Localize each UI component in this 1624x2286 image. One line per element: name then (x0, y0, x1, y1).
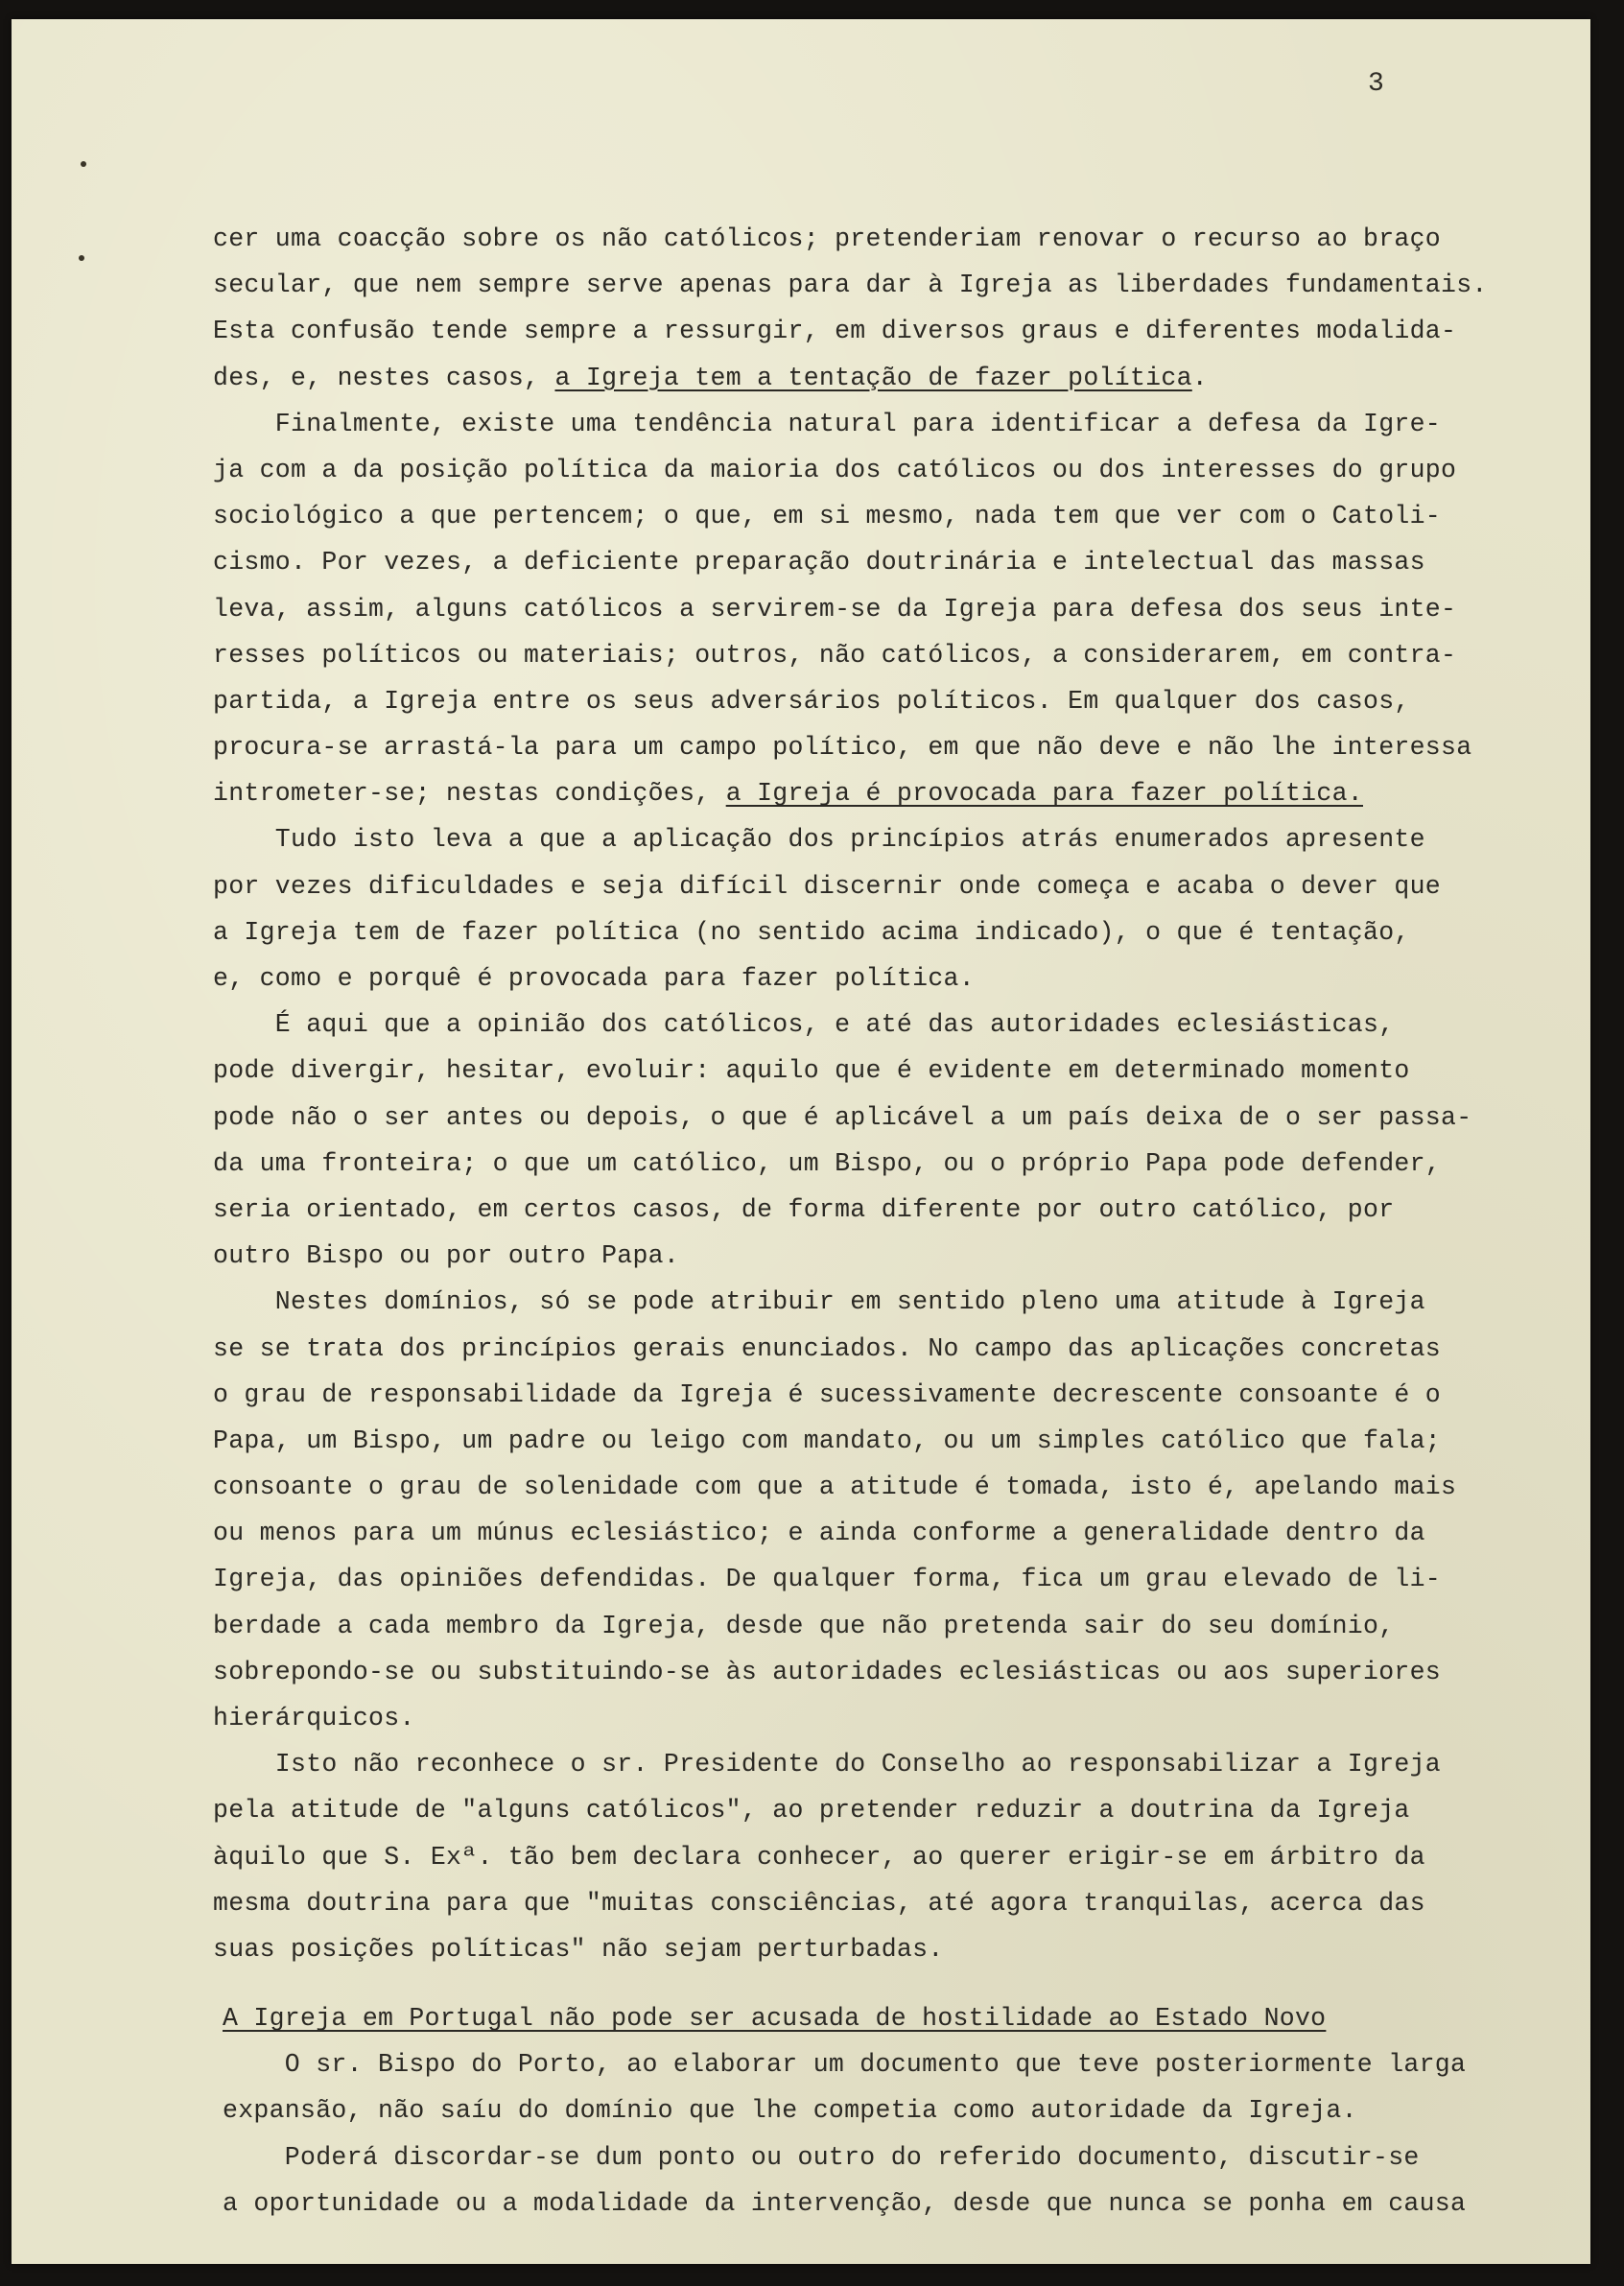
text-line: hierárquicos. (213, 1704, 415, 1732)
text-line: secular, que nem sempre serve apenas para dar à Igreja as liberdades fundamentais. (213, 271, 1488, 300)
text-line: cer uma coacção sobre os não católicos; pretenderiam renovar o recurso ao braço (213, 224, 1442, 253)
text-line: ou menos para um múnus eclesiástico; e ainda conforme a generalidade dentro da (213, 1519, 1425, 1548)
body-text (213, 216, 1518, 1972)
text-line: cismo. Por vezes, a deficiente preparação doutrinária e intelectual das massas (213, 548, 1425, 577)
section (223, 1996, 1527, 2227)
page-number: 3 (1368, 69, 1384, 99)
text-line: Poderá discordar-se dum ponto ou outro do referido documento, discutir-se (223, 2142, 1420, 2172)
text-segment: . (1191, 363, 1208, 392)
text-line: berdade a cada membro da Igreja, desde que não pretenda sair do seu domínio, (213, 1611, 1395, 1640)
punch-hole-mark (79, 255, 84, 261)
text-line: sociológico a que pertencem; o que, em si mesmo, nada tem que ver com o Catoli- (213, 502, 1442, 531)
section-heading: A Igreja em Portugal não pode ser acusada de hostilidade ao Estado Novo (223, 2004, 1327, 2033)
text-line: por vezes dificuldades e seja difícil discernir onde começa e acaba o dever que (213, 871, 1442, 901)
text-line: O sr. Bispo do Porto, ao elaborar um documento que teve posteriormente larga (223, 2050, 1467, 2080)
text-line: suas posições políticas" não sejam perturbadas. (213, 1934, 944, 1964)
text-line (213, 355, 1518, 401)
section-body (223, 2042, 1527, 2227)
text-line: procura-se arrastá-la para um campo político, em que não deve e não lhe interessa (213, 733, 1472, 763)
text-segment: des, e, nestes casos, (213, 363, 555, 392)
punch-hole-mark (81, 161, 86, 167)
text-line: o grau de responsabilidade da Igreja é sucessivamente decrescente consoante é o (213, 1379, 1442, 1409)
text-line: outro Bispo ou por outro Papa. (213, 1241, 680, 1271)
text-line: Igreja, das opiniões defendidas. De qualquer forma, fica um grau elevado de li- (213, 1565, 1442, 1594)
text-segment: intrometer-se; nestas condições, (213, 779, 726, 809)
text-line: se se trata dos princípios gerais enunciados. No campo das aplicações concretas (213, 1333, 1442, 1363)
text-line: a Igreja tem de fazer política (no sentido acima indicado), o que é tentação, (213, 917, 1410, 947)
text-line (213, 770, 1518, 816)
text-line: da uma fronteira; o que um católico, um Bispo, ou o próprio Papa pode defender, (213, 1148, 1442, 1178)
text-line: sobrepondo-se ou substituindo-se às autoridades eclesiásticas ou aos superiores (213, 1657, 1442, 1686)
text-line: Tudo isto leva a que a aplicação dos princípios atrás enumerados apresente (213, 825, 1425, 855)
text-line: consoante o grau de solenidade com que a atitude é tomada, isto é, apelando mais (213, 1473, 1457, 1502)
text-line: É aqui que a opinião dos católicos, e até das autoridades eclesiásticas, (213, 1010, 1395, 1040)
text-line: expansão, não saíu do domínio que lhe competia como autoridade da Igreja. (223, 2096, 1357, 2126)
text-line: partida, a Igreja entre os seus adversários políticos. Em qualquer dos casos, (213, 686, 1410, 716)
text-line: àquilo que S. Exª. tão bem declara conhecer, ao querer erigir-se em árbitro da (213, 1842, 1425, 1872)
text-line: ja com a da posição política da maioria dos católicos ou dos interesses do grupo (213, 455, 1457, 484)
text-line: resses políticos ou materiais; outros, não católicos, a considerarem, em contra- (213, 640, 1457, 670)
text-line: pode divergir, hesitar, evoluir: aquilo que é evidente em determinado momento (213, 1056, 1410, 1086)
text-line: pode não o ser antes ou depois, o que é aplicável a um país deixa de o ser passa- (213, 1102, 1472, 1132)
text-line: pela atitude de "alguns católicos", ao pretender reduzir a doutrina da Igreja (213, 1796, 1410, 1826)
text-line: leva, assim, alguns católicos a servirem-se da Igreja para defesa dos seus inte- (213, 594, 1457, 624)
text-line: seria orientado, em certos casos, de forma diferente por outro católico, por (213, 1194, 1395, 1224)
text-line: e, como e porquê é provocada para fazer política. (213, 964, 975, 993)
text-line: Esta confusão tende sempre a ressurgir, em diversos graus e diferentes modalida- (213, 317, 1457, 346)
underlined-phrase: a Igreja é provocada para fazer política. (725, 779, 1363, 809)
text-line: Isto não reconhece o sr. Presidente do Conselho ao responsabilizar a Igreja (213, 1750, 1442, 1779)
text-line: Nestes domínios, só se pode atribuir em sentido pleno uma atitude à Igreja (213, 1287, 1425, 1317)
underlined-phrase: a Igreja tem a tentação de fazer política (554, 363, 1192, 392)
text-line: a oportunidade ou a modalidade da intervenção, desde que nunca se ponha em causa (223, 2188, 1467, 2218)
text-line: Finalmente, existe uma tendência natural para identificar a defesa da Igre- (213, 409, 1442, 438)
text-line: Papa, um Bispo, um padre ou leigo com mandato, ou um simples católico que fala; (213, 1426, 1442, 1455)
text-line: mesma doutrina para que "muitas consciências, até agora tranquilas, acerca das (213, 1888, 1425, 1918)
